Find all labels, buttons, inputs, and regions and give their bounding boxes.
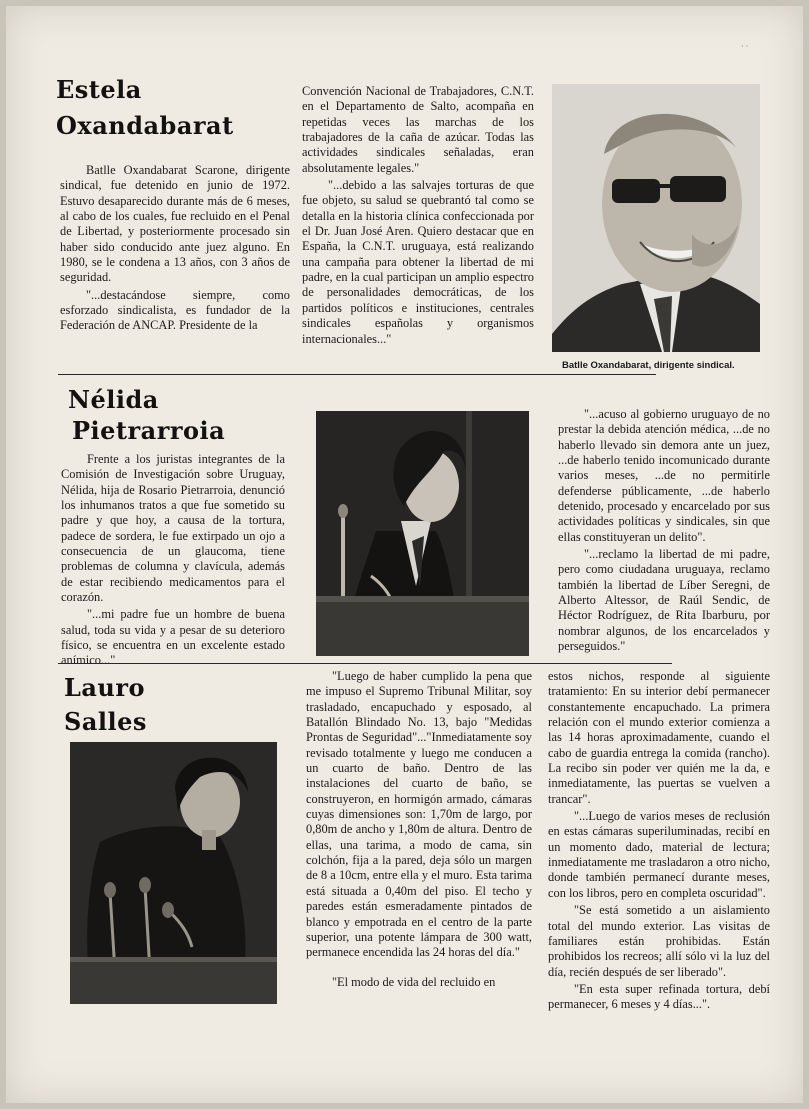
photo-caption-batlle: Batlle Oxandabarat, dirigente sindical. <box>562 360 735 371</box>
lauro-column-3 <box>548 669 770 1013</box>
estela-col2-para-1: Convención Nacional de Trabajadores, C.N.T. en el Departamento de Salto, acompaña en repetidas veces las marchas de los trabajadores de la caña de azúcar. Todas las actividades sindicales señaladas, eran absolutamente legales." <box>302 84 534 175</box>
estela-col1-para-2: "...destacándose siempre, como esforzado sindicalista, es fundador de la Federación de ANCAP. Presidente de la <box>60 287 290 333</box>
photo-nelida-pietrarroia <box>316 411 529 656</box>
lauro-col3-para-4: "En esta super refinada tortura, debí permanecer, 6 meses y 4 días...". <box>548 981 770 1012</box>
portrait-man-glasses-image <box>552 84 760 352</box>
estela-column-1 <box>60 163 290 334</box>
estela-col2-para-2: "...debido a las salvajes torturas de que fue objeto, su salud se quebrantó tal como se detalla en la historia clínica confeccionada por el Dr. Juan José Aren. Quiero destacar que en España, la C.N.T. uruguaya, está realizando una campaña para obtener la libertad de mi padre, en la cual participan un amplio espectro de personalidades democráticas, de los partidos políticos e instituciones, centrales sindicales españolas y organismos internacionales..." <box>302 178 534 346</box>
lauro-col3-para-2: "...Luego de varios meses de reclusión en estas cámaras superiluminadas, recibí en un momento dado, material de lectura; inmediatamente me trasladaron a otro nicho, donde también permanecí durante meses, con los libros, pero en completa oscuridad". <box>548 809 770 900</box>
woman-at-podium-image <box>316 411 529 656</box>
estela-col1-para-1: Batlle Oxandabarat Scarone, dirigente sindical, fue detenido en junio de 1972. Estuvo desaparecido durante más de 6 meses, al cabo de los cuales, fue recluido en el Penal de Libertad, y posteriormente procesado sin haber sido conducido ante juez alguno. En 1980, se le condena a 13 años, con 3 años de seguridad. <box>60 163 290 285</box>
paper-speck: · · <box>741 42 749 51</box>
lauro-column-2 <box>306 669 532 990</box>
nelida-col1-para-1: Frente a los juristas integrantes de la Comisión de Investigación sobre Uruguay, Nélida, hija de Rosario Pietrarroia, denunció los inhumanos tratos a que fue sometido su padre y que hoy, a causa de la tortura, padece de sordera, le fue extirpado un ojo a consecuencia de un glaucoma, tiene problemas de columna y clavícula, además de estar recibiendo medicamentos para el corazón. <box>61 452 285 605</box>
estela-name-line2: Oxandabarat <box>56 111 234 140</box>
lauro-col2-para-1: "Luego de haber cumplido la pena que me impuso el Supremo Tribunal Militar, soy trasladado, encapuchado y esposado, al Batallón Blindado No. 13, bajo "Medidas Prontas de Seguridad"..."Inmediatamente soy revisado totalmente y luego me conducen a un cuarto de baño. Dentro de las instalaciones del cuarto de baño, se construyeron, en hormigón armado, cámaras cuyas dimensiones son: 1,70m de largo, por 0,80m de ancho y 1,80m de altura. Dentro de ellas, una tarima, a modo de cama, sin colchón, fija a la pared, deja sólo un margen de 8 a 10cm, entre ella y el muro. Esta tarima está situada a 0,40m del piso. El techo y paredes están esmeradamente pintados de blanco y empotrada en el centro de la parte superior, una potente lámpara de 300 watt, permanece encendida las 24 horas del día." <box>306 669 532 960</box>
section-divider-2 <box>58 663 672 664</box>
photo-batlle-oxandabarat <box>552 84 760 352</box>
nelida-col3-para-2: "...reclamo la libertad de mi padre, pero como ciudadana uruguaya, reclamo también la libertad de Líber Seregni, de Alberto Altessor, de Raúl Sendic, de Héctor Rodríguez, de Rita Ibarburu, por nombrar algunos, de los encarcelados y perseguidos." <box>558 547 770 654</box>
newspaper-page <box>6 6 803 1103</box>
man-speaking-at-microphones-image <box>70 742 277 1004</box>
lauro-name-line1: Lauro <box>64 673 146 702</box>
estela-name-line1: Estela <box>56 75 142 104</box>
section-divider-1 <box>58 374 656 375</box>
lauro-col3-para-3: "Se está sometido a un aislamiento total del mundo exterior. Las visitas de familiares están prohibidas. Están prohibidos los recreos; allí sólo vi la luz del día, recién después de ser liberado". <box>548 903 770 979</box>
lauro-col2-para-2: "El modo de vida del recluido en <box>332 974 496 989</box>
nelida-column-1 <box>61 452 285 669</box>
nelida-column-3 <box>558 407 770 655</box>
photo-lauro-salles <box>70 742 277 1004</box>
nelida-name-line1: Nélida <box>68 385 159 414</box>
estela-column-2 <box>302 84 534 347</box>
nelida-name-line2: Pietrarroia <box>72 416 226 445</box>
nelida-col3-para-1: "...acuso al gobierno uruguayo de no prestar la debida atención médica, ...de no haberlo llevado sin demora ante un juez, ...de haberlo tenido incomunicado durante varios meses, ...de no permitirle defenderse públicamente, ...de haberlo detenido, procesado y encarcelado por sus actividades políticas y sindicales, sin que ellas constituyeran un delito". <box>558 407 770 544</box>
lauro-col3-para-1: estos nichos, responde al siguiente tratamiento: En su interior debí permanecer constantemente encapuchado. La primera relación con el mundo exterior comienza a las 14 horas aproximadamente, cuando el cabo de guardia entrega la comida (rancho). La recibo sin poder ver quién me la da, e inmediatamente, las puertas se vuelven a trancar". <box>548 669 770 806</box>
nelida-col1-para-2: "...mi padre fue un hombre de buena salud, toda su vida y a pesar de su deterioro físico, se encuentra en un excelente estado anímico..." <box>61 607 285 668</box>
lauro-name-line2: Salles <box>64 707 147 736</box>
